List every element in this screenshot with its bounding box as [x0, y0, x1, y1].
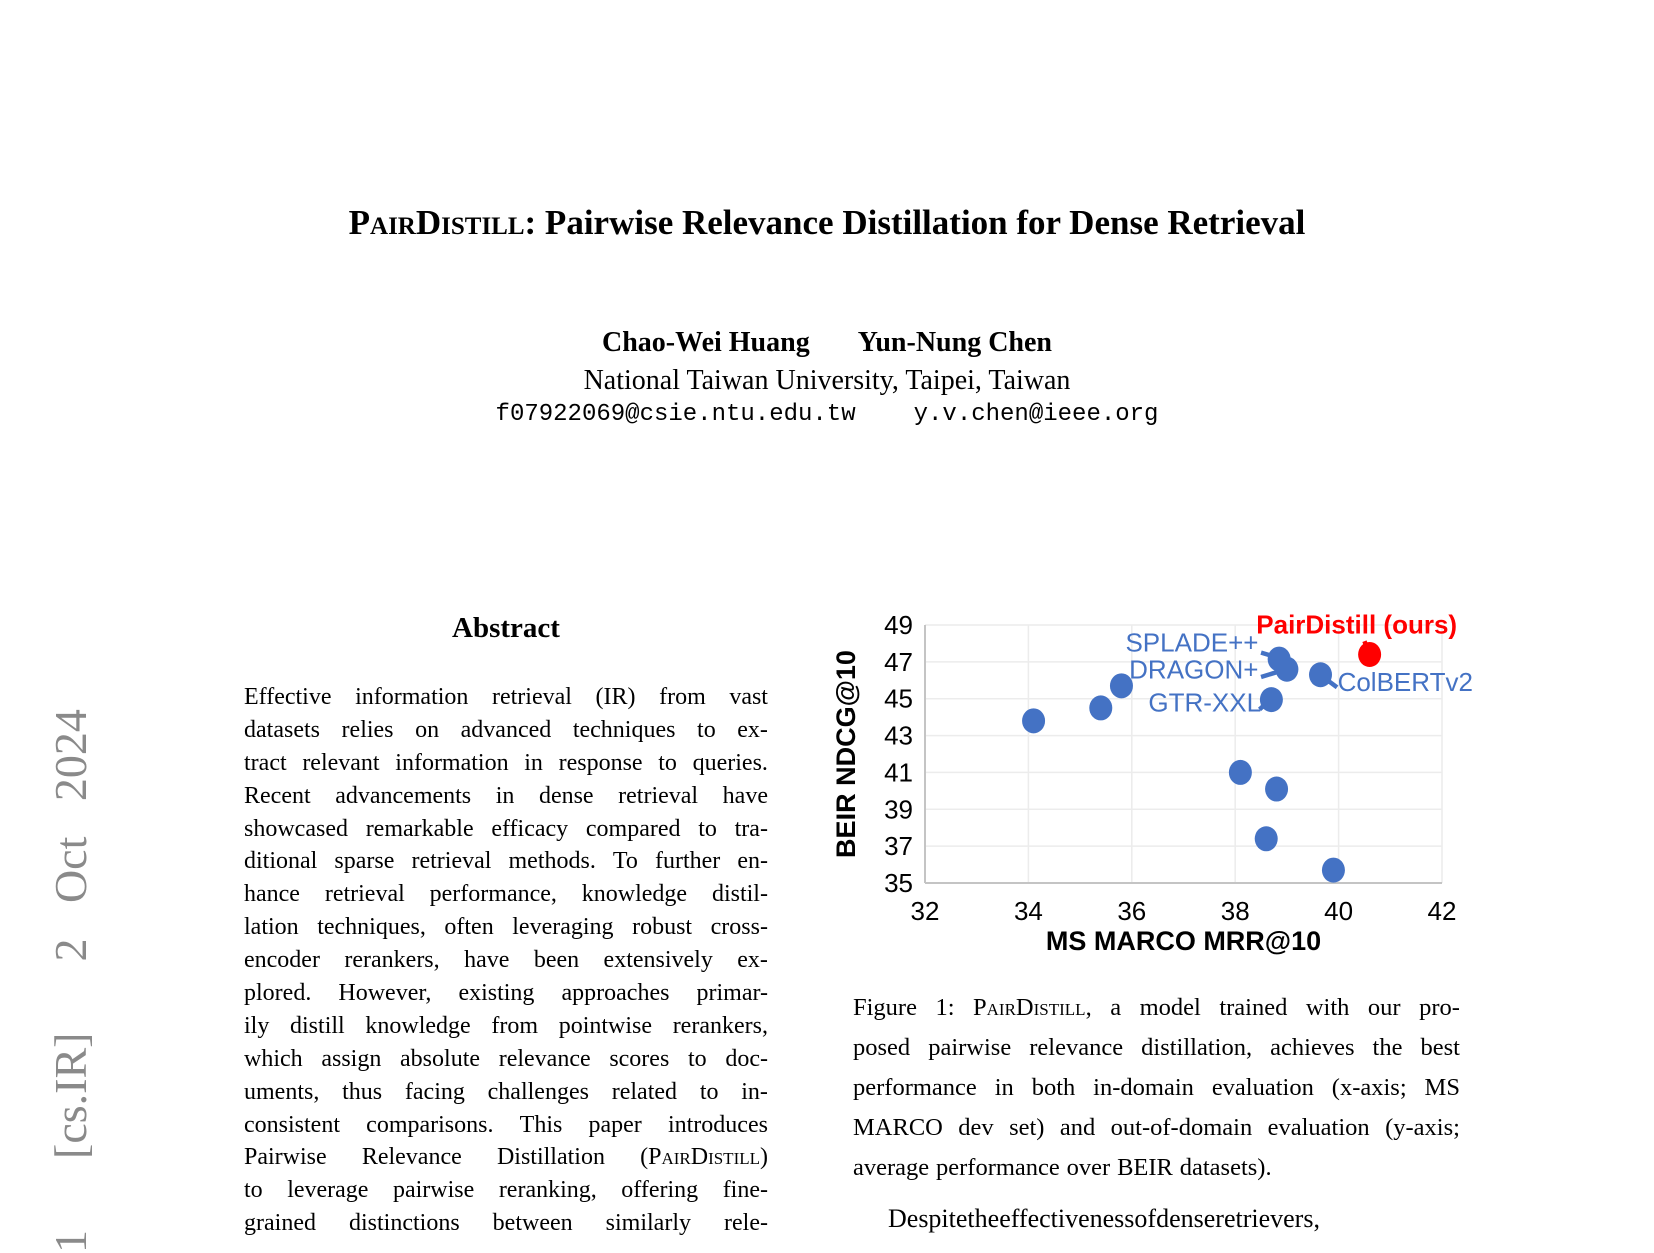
- authors-line: [0, 327, 1654, 359]
- word: response: [558, 749, 643, 776]
- x-tick-label: 36: [1117, 896, 1147, 926]
- data-point: [1322, 858, 1345, 883]
- word: similarly: [605, 1210, 691, 1237]
- abstract-line: [244, 845, 768, 878]
- word: from: [491, 1012, 539, 1039]
- word: BEIR: [1117, 1154, 1173, 1181]
- word: fine-: [722, 1177, 768, 1204]
- word: leverage: [287, 1177, 369, 1204]
- data-point: [1022, 708, 1045, 733]
- word: However,: [338, 980, 432, 1007]
- caption-line: [853, 1028, 1460, 1068]
- x-tick-label: 40: [1324, 896, 1354, 926]
- word: rerankers,: [344, 947, 440, 974]
- abstract-line: [244, 714, 768, 747]
- abstract-line: [244, 1010, 768, 1043]
- y-tick-label: 41: [884, 757, 913, 788]
- word: ditional: [244, 848, 318, 875]
- abstract-line: [244, 1207, 768, 1240]
- word: tract: [244, 749, 287, 776]
- abstract-body: [244, 681, 768, 1240]
- word: assign: [321, 1045, 382, 1072]
- word: Relevance: [361, 1144, 462, 1171]
- figure-caption: [853, 988, 1460, 1188]
- word: offering: [621, 1177, 699, 1204]
- word: robust: [632, 914, 693, 941]
- word: retrieval: [411, 848, 492, 875]
- word: MARCO: [853, 1114, 943, 1141]
- y-tick-label: 45: [884, 683, 913, 714]
- caption-line: [853, 1148, 1460, 1188]
- point-label: GTR-XXL: [1148, 687, 1262, 718]
- word: efficacy: [491, 815, 569, 842]
- word: hance: [244, 881, 300, 908]
- word: with: [1305, 994, 1350, 1021]
- word: 1:: [935, 994, 955, 1021]
- word: rele-: [724, 1210, 768, 1237]
- word: relevance: [498, 1045, 591, 1072]
- word: Effective: [244, 684, 332, 710]
- word: showcased: [244, 815, 348, 842]
- word: approaches: [561, 980, 670, 1007]
- abstract-heading: Abstract: [452, 612, 560, 644]
- data-point: [1275, 657, 1298, 682]
- word: trained: [1219, 994, 1288, 1021]
- data-point: [1260, 687, 1283, 712]
- data-point: [1229, 760, 1252, 785]
- word: to: [244, 1177, 263, 1204]
- word: (x-axis;: [1331, 1074, 1407, 1101]
- word: pointwise: [558, 1012, 653, 1039]
- word: retrieval: [324, 881, 405, 908]
- word: out-of-domain: [1110, 1114, 1253, 1141]
- word: distinctions: [348, 1210, 460, 1237]
- word: extensively: [603, 947, 713, 974]
- word: evaluation: [1267, 1114, 1370, 1141]
- word: tra-: [734, 815, 768, 842]
- abstract-line: [244, 878, 768, 911]
- word: pairwise: [928, 1034, 1012, 1061]
- word: MS: [1424, 1074, 1460, 1101]
- word: pro-: [1419, 994, 1460, 1021]
- abstract-line: [244, 1141, 768, 1174]
- word: dev: [958, 1114, 994, 1141]
- word: in-: [741, 1078, 768, 1105]
- word: achieves: [1270, 1034, 1355, 1061]
- abstract-line: [244, 1043, 768, 1076]
- word: methods.: [508, 848, 596, 875]
- word: Distillation: [496, 1144, 605, 1171]
- word: retrieval: [491, 684, 572, 710]
- word: to: [698, 815, 717, 842]
- word: to: [687, 1045, 707, 1072]
- y-tick-label: 39: [884, 794, 913, 825]
- y-tick-label: 49: [884, 610, 913, 640]
- word: both: [1031, 1074, 1076, 1101]
- word: posed: [853, 1034, 911, 1061]
- word: ex-: [737, 716, 768, 743]
- word: which: [244, 1045, 303, 1072]
- word: datasets: [244, 716, 320, 743]
- abstract-line: [244, 780, 768, 813]
- author-name: Yun-Nung Chen: [857, 327, 1052, 358]
- word: (PairDistill): [640, 1144, 768, 1171]
- word: best: [1420, 1034, 1460, 1061]
- word: between: [492, 1210, 573, 1237]
- abstract-line: [244, 1174, 768, 1207]
- word: information: [395, 749, 509, 776]
- word: relies: [341, 716, 394, 743]
- word: distillation,: [1141, 1034, 1253, 1061]
- word: relevance: [1029, 1034, 1124, 1061]
- word: in: [524, 749, 543, 776]
- y-tick-label: 37: [884, 831, 913, 862]
- data-point: [1255, 826, 1278, 851]
- word: primar-: [696, 980, 768, 1007]
- word: distil-: [711, 881, 768, 908]
- word: related: [611, 1078, 678, 1105]
- arxiv-stamp: 1 [cs.IR] 2 Oct 2024: [45, 709, 96, 1253]
- affiliation: National Taiwan University, Taipei, Taiwan: [583, 365, 1071, 396]
- word: from: [659, 684, 706, 710]
- word: advancements: [335, 782, 472, 809]
- word: to: [699, 1078, 719, 1105]
- x-tick-label: 34: [1013, 896, 1043, 926]
- y-tick-label: 35: [884, 868, 913, 898]
- word: retrievers,: [1215, 1204, 1320, 1233]
- word: a: [1110, 994, 1122, 1021]
- word: dense: [538, 782, 594, 809]
- word: the: [967, 1204, 1000, 1233]
- word: and: [1059, 1114, 1096, 1141]
- point-label: SPLADE++: [1125, 627, 1259, 658]
- abstract-line: [244, 977, 768, 1010]
- body-line: [888, 1203, 1320, 1236]
- word: This: [519, 1111, 563, 1138]
- word: introduces: [667, 1111, 768, 1138]
- word: paper: [588, 1111, 642, 1138]
- word: on: [415, 716, 440, 743]
- word: relevant: [302, 749, 380, 776]
- word: evaluation: [1211, 1074, 1314, 1101]
- word: to: [697, 716, 716, 743]
- word: often: [444, 914, 494, 941]
- word: rerankers,: [672, 1012, 768, 1039]
- abstract-line: [244, 1109, 768, 1142]
- word: lation: [244, 914, 299, 941]
- email-address: y.v.chen@ieee.org: [913, 401, 1159, 428]
- abstract-line: [244, 747, 768, 780]
- word: techniques,: [317, 914, 426, 941]
- word: comparisons.: [366, 1111, 494, 1138]
- word: distill: [290, 1012, 345, 1039]
- word: absolute: [400, 1045, 481, 1072]
- author-name: Chao-Wei Huang: [602, 327, 810, 358]
- word: Figure: [853, 994, 917, 1021]
- word: cross-: [710, 914, 768, 941]
- word: performance: [936, 1154, 1060, 1181]
- word: reranking,: [498, 1177, 597, 1204]
- word: scores: [609, 1045, 670, 1072]
- word: advanced: [460, 716, 552, 743]
- word: grained: [244, 1210, 316, 1237]
- word: queries.: [692, 749, 768, 776]
- word: knowledge: [365, 1012, 471, 1039]
- word: over: [1066, 1154, 1111, 1181]
- text-run: : Pairwise Relevance Distillation for Dense Retrieval: [524, 203, 1306, 242]
- word: Despite: [888, 1204, 968, 1233]
- word: ex-: [737, 947, 768, 974]
- word: (y-axis;: [1385, 1114, 1460, 1141]
- abstract-line: [244, 1076, 768, 1109]
- y-axis-title: BEIR NDCG@10: [831, 650, 861, 858]
- word: effectiveness: [999, 1204, 1135, 1233]
- word: doc-: [725, 1045, 768, 1072]
- word: en-: [737, 848, 768, 875]
- word: PairDistill,: [973, 994, 1092, 1021]
- abstract-line: [244, 944, 768, 977]
- abstract-line: [244, 813, 768, 846]
- point-label: PairDistill (ours): [1256, 609, 1458, 640]
- word: pairwise: [392, 1177, 475, 1204]
- word: facing: [404, 1078, 465, 1105]
- word: leveraging: [512, 914, 614, 941]
- page-title: [0, 203, 1654, 243]
- data-point: [1309, 662, 1332, 687]
- word: have: [464, 947, 510, 974]
- word: ily: [244, 1012, 270, 1039]
- caption-line: [853, 1068, 1460, 1108]
- data-point: [1358, 642, 1381, 667]
- word: dense: [1156, 1204, 1216, 1233]
- point-label: ColBERTv2: [1337, 666, 1473, 697]
- word: thus: [342, 1078, 383, 1105]
- word: techniques: [572, 716, 676, 743]
- word: been: [533, 947, 580, 974]
- body-paragraph: [888, 1203, 1460, 1236]
- word: Pairwise: [244, 1144, 327, 1171]
- y-tick-label: 47: [884, 646, 913, 677]
- word: encoder: [244, 947, 320, 974]
- caption-line: [853, 1108, 1460, 1148]
- word: in: [994, 1074, 1014, 1101]
- word: consistent: [244, 1111, 340, 1138]
- word: retrieval: [618, 782, 699, 809]
- word: challenges: [487, 1078, 589, 1105]
- word: the: [1372, 1034, 1403, 1061]
- figure1-scatter-chart: [825, 568, 1490, 960]
- point-label: DRAGON+: [1129, 654, 1259, 685]
- y-tick-label: 43: [884, 720, 913, 751]
- x-tick-label: 32: [910, 896, 940, 926]
- data-point: [1089, 695, 1112, 720]
- word: To: [612, 848, 638, 875]
- word: have: [722, 782, 768, 809]
- word: uments,: [244, 1078, 320, 1105]
- word: plored.: [244, 980, 312, 1007]
- emails-line: [0, 401, 1654, 428]
- caption-line: [853, 988, 1460, 1028]
- word: to: [658, 749, 677, 776]
- word: performance: [853, 1074, 977, 1101]
- word: compared: [585, 815, 681, 842]
- word: knowledge: [581, 881, 688, 908]
- abstract-line: [244, 681, 768, 714]
- word: our: [1367, 994, 1401, 1021]
- x-axis-title: MS MARCO MRR@10: [1045, 926, 1322, 956]
- word: in-domain: [1093, 1074, 1194, 1101]
- word: existing: [458, 980, 535, 1007]
- word: sparse: [334, 848, 395, 875]
- x-tick-label: 38: [1220, 896, 1250, 926]
- word: set): [1009, 1114, 1045, 1141]
- word: further: [654, 848, 721, 875]
- word: (IR): [595, 684, 636, 710]
- word: Recent: [244, 782, 311, 809]
- word: of: [1134, 1204, 1157, 1233]
- email-address: f07922069@csie.ntu.edu.tw: [495, 401, 856, 428]
- word: performance,: [429, 881, 557, 908]
- data-point: [1265, 777, 1288, 802]
- word: remarkable: [365, 815, 474, 842]
- word: average: [853, 1154, 930, 1181]
- word: vast: [729, 684, 768, 710]
- word: datasets).: [1179, 1154, 1272, 1181]
- smallcaps-text: PairDistill: [348, 203, 525, 242]
- x-tick-label: 42: [1427, 896, 1457, 926]
- abstract-line: [244, 911, 768, 944]
- word: in: [495, 782, 515, 809]
- word: information: [355, 684, 469, 710]
- word: model: [1139, 994, 1201, 1021]
